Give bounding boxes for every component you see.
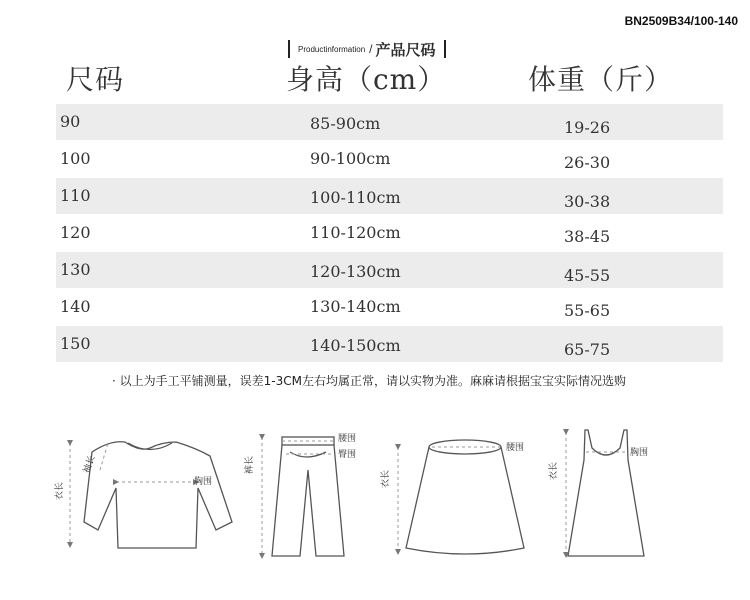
size-cell: 90 [60, 112, 81, 131]
pants-length-label: 裤长 [245, 455, 255, 474]
weight-cell: 26-30 [564, 153, 611, 172]
height-cell: 85-90cm [310, 114, 381, 133]
header-size: 尺码 [66, 63, 125, 96]
height-cell: 140-150cm [310, 336, 401, 355]
size-cell: 130 [60, 260, 91, 279]
pants-waist-label: 腰围 [338, 434, 357, 444]
title-english: Productinformation [298, 44, 366, 54]
top-sleeve-label: 袖长 [82, 454, 98, 475]
weight-cell: 65-75 [564, 340, 611, 359]
size-cell: 110 [60, 186, 91, 205]
pants-hip-curve [290, 452, 326, 457]
dress-chest-label: 胸围 [630, 448, 649, 458]
product-code: BN2509B34/100-140 [624, 14, 738, 28]
top-outline [84, 442, 232, 548]
height-cell: 120-130cm [310, 262, 401, 281]
pants-diagram [272, 437, 344, 556]
size-cell: 100 [60, 149, 91, 168]
height-cell: 130-140cm [310, 297, 401, 316]
dress-length-label: 衣长 [549, 461, 559, 480]
skirt-waist-label: 腰围 [506, 443, 525, 453]
title-slash: / [369, 42, 373, 56]
top-length-label: 衣长 [55, 481, 65, 500]
pants-outline [272, 445, 344, 556]
title-chinese: 产品尺码 [375, 40, 436, 59]
weight-cell: 55-65 [564, 301, 611, 320]
height-cell: 110-120cm [310, 223, 401, 242]
measurement-note: · 以上为手工平铺测量，误差1-3CM左右均属正常，请以实物为准。麻麻请根据宝宝实际情况选购 [112, 374, 626, 388]
header-weight: 体重（斤） [528, 63, 674, 96]
weight-cell: 38-45 [564, 227, 611, 246]
size-cell: 150 [60, 334, 91, 353]
height-cell: 90-100cm [310, 149, 391, 168]
header-height: 身高（cm） [286, 63, 447, 96]
weight-cell: 45-55 [564, 266, 611, 285]
weight-cell: 30-38 [564, 192, 611, 211]
size-cell: 120 [60, 223, 91, 242]
skirt-outline [406, 447, 524, 554]
pants-hip-label: 臀围 [338, 450, 357, 460]
top-diagram [84, 442, 232, 548]
size-cell: 140 [60, 297, 91, 316]
weight-cell: 19-26 [564, 118, 611, 137]
skirt-diagram [406, 440, 524, 554]
top-chest-label: 胸围 [194, 477, 213, 487]
height-cell: 100-110cm [310, 188, 401, 207]
skirt-length-label: 衣长 [381, 469, 391, 488]
